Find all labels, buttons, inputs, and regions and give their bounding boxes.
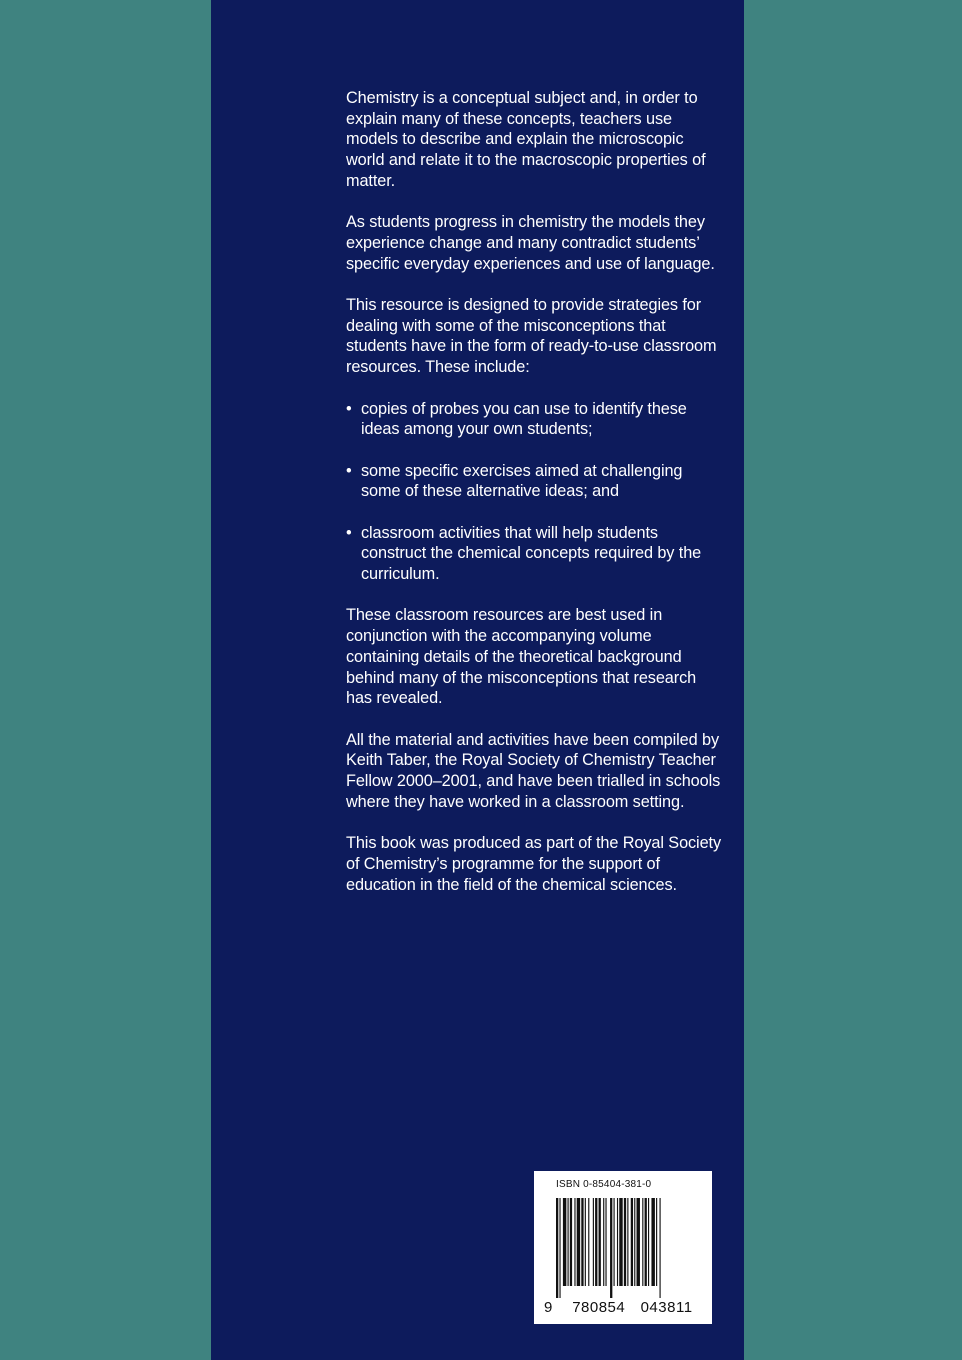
barcode-group-right: 043811 — [640, 1299, 693, 1316]
isbn-barcode — [534, 1171, 712, 1324]
bullet-text: some specific exercises aimed at challenging some of these alternative ideas; and — [361, 461, 683, 501]
bullet-item — [346, 399, 721, 440]
isbn-label: ISBN 0-85404-381-0 — [556, 1179, 652, 1190]
bullet-dot-icon: • — [346, 523, 352, 542]
barcode-bar — [627, 1198, 628, 1286]
barcode-bar — [624, 1198, 626, 1286]
barcode-group-left: 780854 — [572, 1299, 626, 1316]
barcode-bars — [556, 1198, 696, 1298]
barcode-bar — [634, 1198, 635, 1286]
barcode-bar — [568, 1198, 569, 1286]
barcode-bar — [595, 1198, 597, 1286]
barcode-bar — [593, 1198, 594, 1286]
barcode-bar — [581, 1198, 583, 1286]
barcode-bar — [577, 1198, 580, 1286]
barcode-digits — [544, 1299, 704, 1316]
barcode-bar — [656, 1198, 657, 1286]
back-cover — [211, 0, 744, 1360]
paragraph-intro: Chemistry is a conceptual subject and, in order to explain many of these concepts, teachers use models to describe and explain the microscopic world and relate it to the macroscopic properties of matter. — [346, 89, 706, 190]
barcode-bar — [603, 1198, 604, 1286]
barcode-bar — [585, 1198, 586, 1286]
barcode-bar — [556, 1198, 558, 1298]
barcode-bar — [619, 1198, 622, 1286]
barcode-bar — [570, 1198, 572, 1286]
paragraph-usage: These classroom resources are best used in conjunction with the accompanying volume containing details of the theoretical background behind many of the misconceptions that research has revealed. — [346, 606, 697, 708]
barcode-bar — [645, 1198, 647, 1286]
paragraph-author: All the material and activities have been compiled by Keith Taber, the Royal Society of Chemistry Teacher Fellow 2000–2001, and have been trialled in schools where they have worked in a classroom setting. — [346, 730, 721, 811]
barcode-bar — [617, 1198, 618, 1286]
barcode-bar — [605, 1198, 606, 1286]
bullet-item — [346, 461, 721, 502]
barcode-bar — [563, 1198, 566, 1286]
barcode-bar — [599, 1198, 601, 1286]
paragraph-models: As students progress in chemistry the models they experience change and many contradict students’ specific everyday experiences and use of language. — [346, 213, 715, 273]
bullet-text: copies of probes you can use to identify these ideas among your own students; — [361, 399, 687, 439]
barcode-bar — [559, 1198, 560, 1298]
paragraph-programme: This book was produced as part of the Royal Society of Chemistry’s programme for the support of education in the field of the chemical sciences. — [346, 834, 721, 894]
barcode-bar — [631, 1198, 633, 1286]
bullet-dot-icon: • — [346, 399, 352, 418]
blurb — [346, 88, 721, 916]
bullet-item — [346, 523, 721, 585]
barcode-bar — [637, 1198, 640, 1286]
bullet-dot-icon: • — [346, 461, 352, 480]
barcode-bar — [642, 1198, 643, 1286]
bullet-text: classroom activities that will help students construct the chemical concepts required by the curriculum. — [361, 523, 702, 584]
barcode-first-digit: 9 — [544, 1299, 553, 1316]
barcode-bar — [648, 1198, 649, 1286]
barcode-bar — [588, 1198, 589, 1286]
barcode-bar — [610, 1198, 612, 1298]
barcode-bar — [614, 1198, 615, 1286]
barcode-bar — [651, 1198, 654, 1286]
barcode-bar — [660, 1198, 661, 1298]
paragraph-resource: This resource is designed to provide strategies for dealing with some of the misconceptions that students have in the form of ready-to-use classroom resources. These include: — [346, 296, 717, 377]
barcode-bar — [574, 1198, 575, 1286]
